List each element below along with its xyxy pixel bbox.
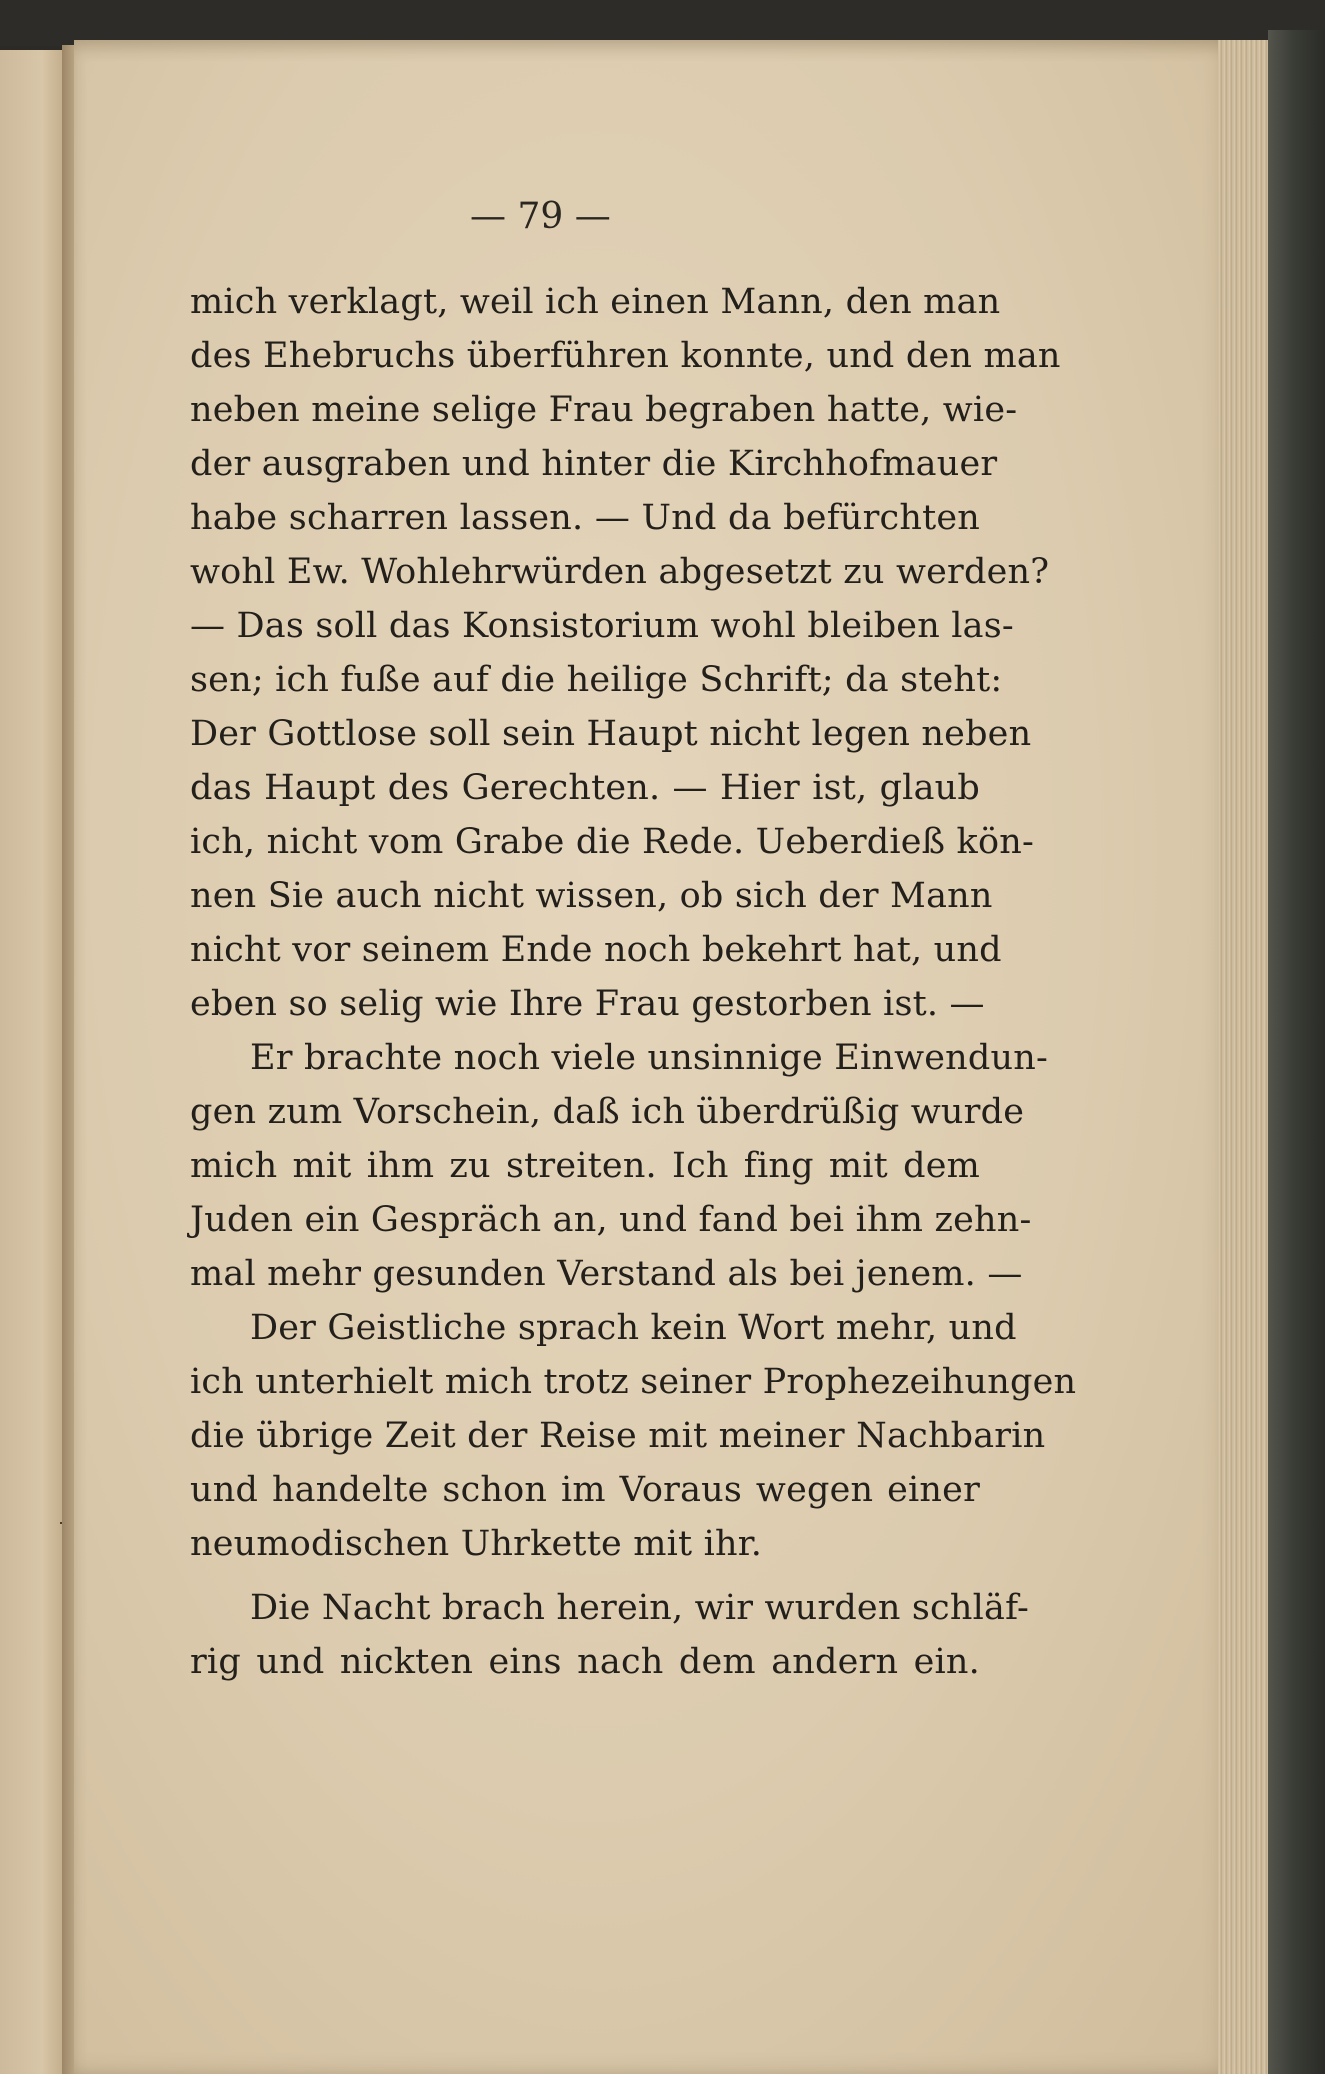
- text-line: die übrige Zeit der Reise mit meiner Nachbarin: [190, 1416, 1046, 1456]
- text-line: ich unterhielt mich trotz seiner Prophezeihungen: [190, 1362, 1077, 1402]
- text-line: mal mehr gesunden Verstand als bei jenem. —: [190, 1254, 1023, 1294]
- text-line: — Das soll das Konsistorium wohl bleiben las-: [190, 606, 1014, 646]
- text-line: rig und nickten eins nach dem andern ein.: [190, 1642, 980, 1682]
- text-line: mich verklagt, weil ich einen Mann, den man: [190, 282, 1001, 322]
- text-line: Juden ein Gespräch an, und fand bei ihm zehn-: [190, 1200, 1032, 1240]
- text-line: mich mit ihm zu streiten. Ich fing mit dem: [190, 1146, 980, 1186]
- text-line: neben meine selige Frau begraben hatte, wie-: [190, 390, 1018, 430]
- text-line: des Ehebruchs überführen konnte, und den man: [190, 336, 1061, 376]
- facing-page-edge: [0, 50, 70, 2074]
- text-line: sen; ich fuße auf die heilige Schrift; da steht:: [190, 660, 1003, 700]
- text-line: das Haupt des Gerechten. — Hier ist, glaub: [190, 768, 980, 808]
- text-line: Der Gottlose soll sein Haupt nicht legen neben: [190, 714, 1032, 754]
- text-line: Er brachte noch viele unsinnige Einwendun-: [250, 1038, 1049, 1078]
- text-line: wohl Ew. Wohlehrwürden abgesetzt zu werden?: [190, 552, 1050, 592]
- text-line: nen Sie auch nicht wissen, ob sich der Mann: [190, 876, 993, 916]
- text-line: Die Nacht brach herein, wir wurden schläf-: [250, 1588, 1029, 1628]
- text-line: der ausgraben und hinter die Kirchhofmauer: [190, 444, 998, 484]
- text-line: und handelte schon im Voraus wegen einer: [190, 1470, 980, 1510]
- text-line: eben so selig wie Ihre Frau gestorben ist. —: [190, 984, 985, 1024]
- text-line: neumodischen Uhrkette mit ihr.: [190, 1524, 763, 1564]
- text-line: Der Geistliche sprach kein Wort mehr, und: [250, 1308, 1017, 1348]
- book-cover-edge: [1268, 30, 1325, 2074]
- text-line: ich, nicht vom Grabe die Rede. Ueberdieß kön-: [190, 822, 1035, 862]
- text-line: nicht vor seinem Ende noch bekehrt hat, und: [190, 930, 1002, 970]
- text-line: gen zum Vorschein, daß ich überdrüßig wurde: [190, 1092, 1025, 1132]
- page-number: — 79 —: [470, 196, 611, 237]
- text-line: habe scharren lassen. — Und da befürchten: [190, 498, 980, 538]
